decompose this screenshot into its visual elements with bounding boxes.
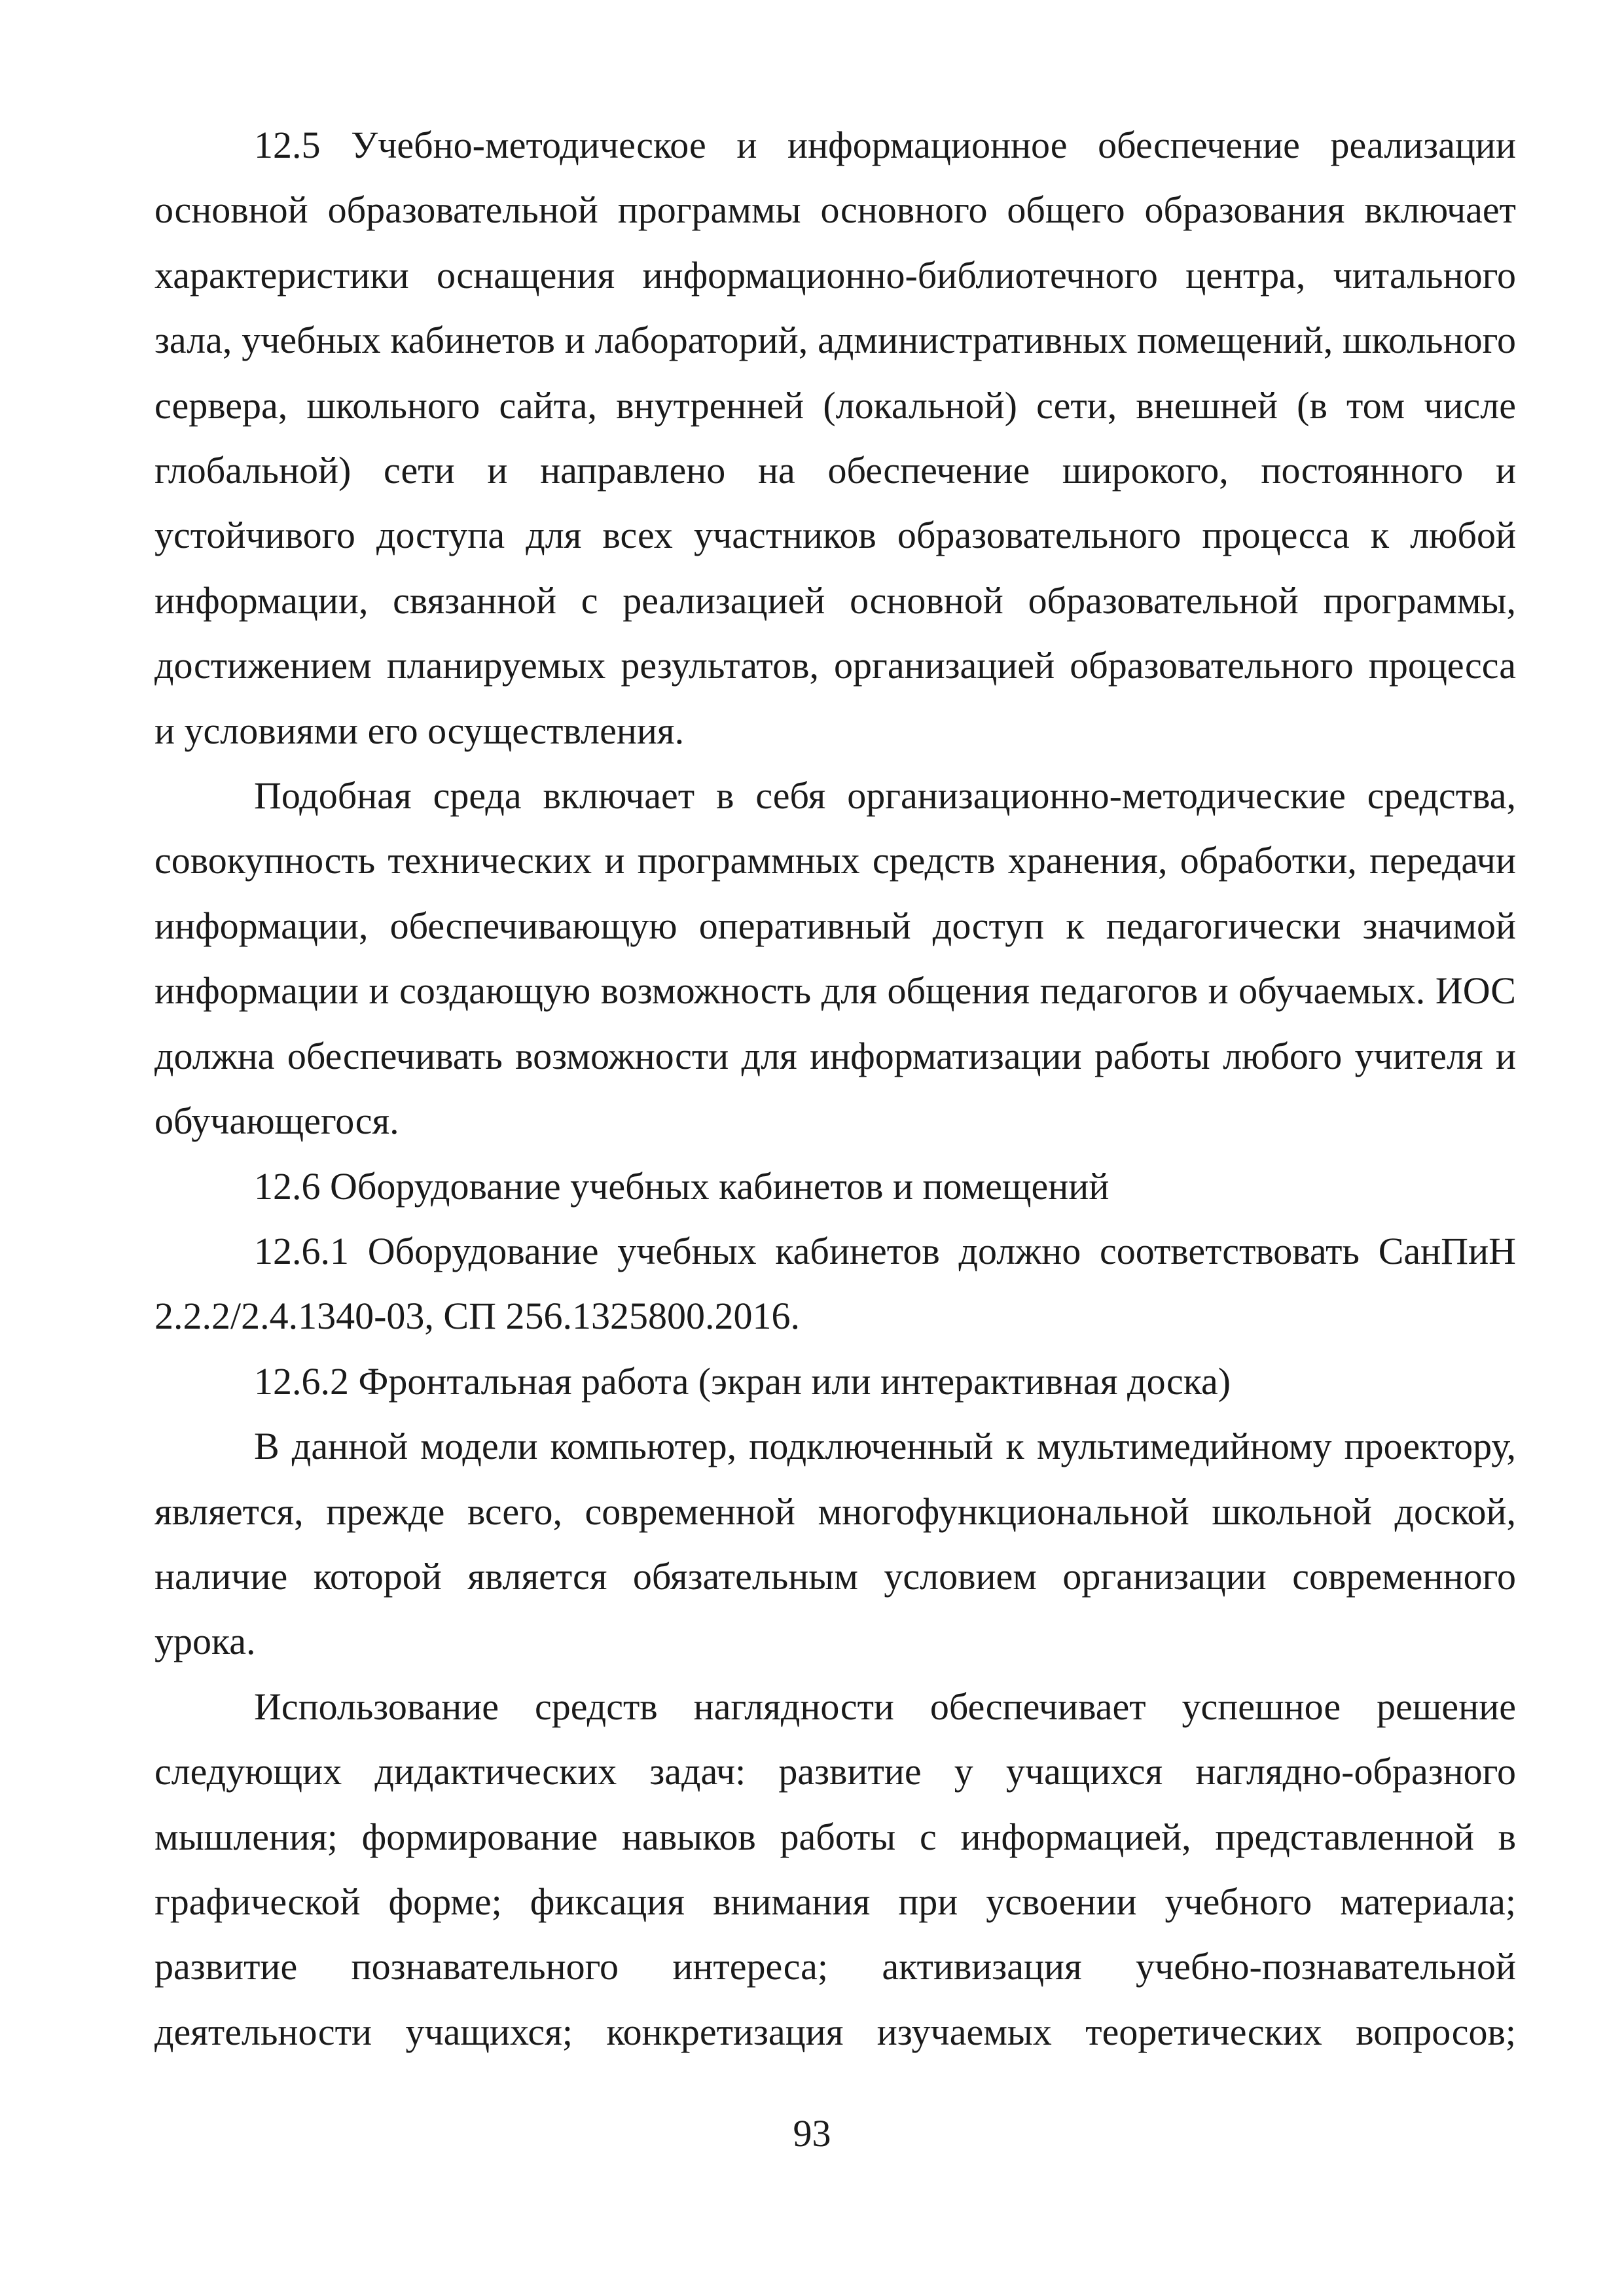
- paragraph-ios-environment: Подобная среда включает в себя организационно-методические средства, совокупность технических и программных средств хранения, обработки, передачи информации, обеспечивающую оперативный доступ к педагогически значимой информации и создающую возможность для общения педагогов и обучаемых. ИОС должна обеспечивать возможности для информатизации работы любого учителя и обучающегося.: [154, 774, 1516, 1143]
- page-number: 93: [793, 2112, 831, 2155]
- paragraph-frontal-work: В данной модели компьютер, подключенный к мультимедийному проектору, является, прежде всего, современной многофункциональной школьной доской, наличие которой является обязательным условием организации современного урока.: [154, 1425, 1516, 1663]
- paragraph-12-6-1: 12.6.1 Оборудование учебных кабинетов должно соответствовать СанПиН 2.2.2/2.4.1340-03, СП 256.1325800.2016.: [154, 1229, 1516, 1338]
- heading-12-6-2: 12.6.2 Фронтальная работа (экран или интерактивная доска): [254, 1359, 1231, 1403]
- paragraph-12-5: 12.5 Учебно-методическое и информационное обеспечение реализации основной образовательной программы основного общего образования включает характеристики оснащения информационно-библиотечного центра, читального зала, учебных кабинетов и лабораторий, административных помещений, школьного сервера, школьного сайта, внутренней (локальной) сети, внешней (в том числе глобальной) сети и направлено на обеспечение широкого, постоянного и устойчивого доступа для всех участников образовательного процесса к любой информации, связанной с реализацией основной образовательной программы, достижением планируемых результатов, организацией образовательного процесса и условиями его осуществления.: [154, 124, 1516, 752]
- heading-12-6: 12.6 Оборудование учебных кабинетов и помещений: [254, 1164, 1110, 1208]
- body-text: [154, 113, 1516, 2064]
- paragraph-visual-aids: Использование средств наглядности обеспечивает успешное решение следующих дидактических задач: развитие у учащихся наглядно-образного мышления; формирование навыков работы с информацией, представленной в графической форме; фиксация внимания при усвоении учебного материала; развитие познавательного интереса; активизация учебно-познавательной деятельности учащихся; конкретизация изучаемых теоретических вопросов;: [154, 1685, 1516, 2053]
